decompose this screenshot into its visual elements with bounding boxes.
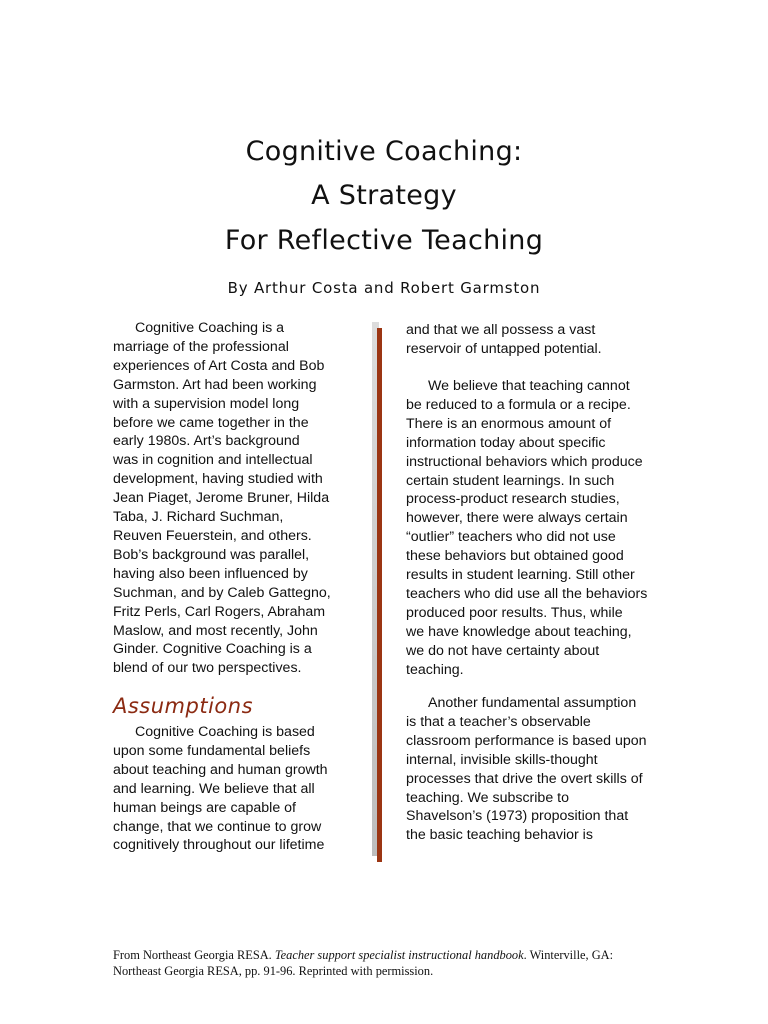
text-line: teachers who did use all the behaviors: [406, 585, 648, 602]
footer-prefix: From Northeast Georgia RESA.: [113, 948, 275, 962]
title-line-2: A Strategy: [311, 180, 457, 211]
text-line: we have knowledge about teaching,: [406, 623, 632, 640]
text-line: We believe that teaching cannot: [428, 378, 630, 394]
text-line: cognitively throughout our lifetime: [113, 837, 325, 854]
text-line: There is an enormous amount of: [406, 415, 612, 432]
right-column-paragraph-1: [406, 321, 666, 359]
text-line: internal, invisible skills-thought: [406, 751, 598, 768]
text-line: Suchman, and by Caleb Gattegno,: [113, 584, 331, 601]
text-line: with a supervision model long: [113, 395, 300, 412]
text-line: Maslow, and most recently, John: [113, 622, 318, 639]
text-line: be reduced to a formula or a recipe.: [406, 396, 631, 413]
text-line: early 1980s. Art’s background: [113, 433, 300, 450]
text-line: marriage of the professional: [113, 338, 289, 355]
text-line: process-product research studies,: [406, 491, 620, 508]
text-line: human beings are capable of: [113, 799, 296, 816]
text-line: certain student learnings. In such: [406, 472, 615, 489]
text-line: “outlier” teachers who did not use: [406, 529, 616, 546]
text-line: having also been influenced by: [113, 565, 308, 582]
title-line-3: For Reflective Teaching: [224, 225, 544, 256]
text-line: the basic teaching behavior is: [406, 827, 593, 844]
text-line: about teaching and human growth: [113, 761, 328, 778]
text-line: reservoir of untapped potential.: [406, 340, 602, 357]
text-line: development, having studied with: [113, 471, 323, 488]
text-line: teaching.: [406, 661, 464, 678]
text-line: and learning. We believe that all: [113, 780, 315, 797]
text-line: Garmston. Art had been working: [113, 376, 317, 393]
left-column-intro: [113, 319, 358, 678]
text-line: produced poor results. Thus, while: [406, 604, 623, 621]
text-line: is that a teacher’s observable: [406, 713, 591, 730]
text-line: these behaviors but obtained good: [406, 548, 624, 565]
text-line: instructional behaviors which produce: [406, 453, 643, 470]
text-line: teaching. We subscribe to: [406, 789, 569, 806]
right-column-paragraph-2: [406, 377, 666, 680]
text-line: and that we all possess a vast: [406, 322, 596, 338]
text-line: results in student learning. Still other: [406, 567, 635, 584]
author-byline: By Arthur Costa and Robert Garmston: [227, 279, 541, 297]
text-line: Reuven Feuerstein, and others.: [113, 527, 312, 544]
text-line: upon some fundamental beliefs: [113, 742, 311, 759]
text-line: Jean Piaget, Jerome Bruner, Hilda: [113, 490, 330, 507]
text-line: before we came together in the: [113, 414, 309, 431]
text-line: Shavelson’s (1973) proposition that: [406, 808, 629, 825]
title-line-1: Cognitive Coaching:: [245, 136, 523, 167]
text-line: Fritz Perls, Carl Rogers, Abraham: [113, 603, 326, 620]
text-line: was in cognition and intellectual: [113, 452, 313, 469]
text-line: however, there were always certain: [406, 510, 628, 527]
left-column-assumptions: [113, 723, 358, 855]
section-heading-assumptions: Assumptions: [113, 694, 254, 718]
text-line: we do not have certainty about: [406, 642, 600, 659]
text-line: classroom performance is based upon: [406, 732, 647, 749]
citation-footer: [113, 947, 673, 979]
right-column-paragraph-3: [406, 694, 666, 845]
text-line: change, that we continue to grow: [113, 818, 322, 835]
text-line: Cognitive Coaching is based: [135, 724, 315, 740]
text-line: Bob’s background was parallel,: [113, 546, 310, 563]
footer-suffix: . Winterville, GA:: [523, 948, 614, 962]
text-line: Cognitive Coaching is a: [135, 320, 285, 336]
text-line: experiences of Art Costa and Bob: [113, 357, 325, 374]
text-line: processes that drive the overt skills of: [406, 770, 643, 787]
text-line: blend of our two perspectives.: [113, 660, 302, 677]
footer-line-2: Northeast Georgia RESA, pp. 91-96. Reprinted with permission.: [113, 964, 434, 978]
text-line: Taba, J. Richard Suchman,: [113, 509, 284, 526]
text-line: information today about specific: [406, 434, 606, 451]
column-divider: [377, 328, 382, 862]
text-line: Another fundamental assumption: [428, 695, 637, 711]
footer-book-title: Teacher support specialist instructional handbook: [274, 948, 524, 962]
text-line: Ginder. Cognitive Coaching is a: [113, 641, 312, 658]
